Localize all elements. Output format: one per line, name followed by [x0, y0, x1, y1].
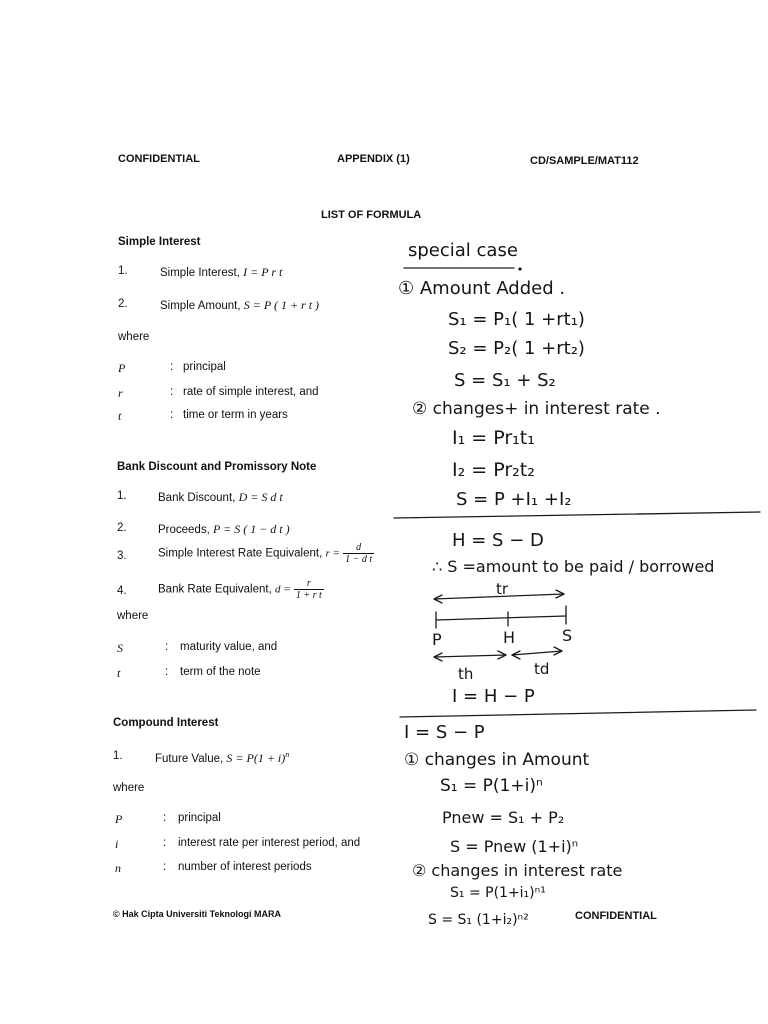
def-desc: maturity value, and — [180, 641, 278, 653]
hw-s: S — [562, 626, 573, 645]
item-number: 2. — [117, 522, 127, 534]
item-number: 2. — [118, 298, 128, 310]
def-colon: : — [165, 666, 169, 678]
hw-changes-amount: ① changes in Amount — [404, 750, 590, 770]
item-number: 1. — [117, 490, 127, 502]
item-number: 1. — [118, 265, 128, 277]
def-colon: : — [163, 861, 167, 873]
section-heading-bank-discount: Bank Discount and Promissory Note — [117, 461, 317, 473]
hw-changes-rate: ② changes+ in interest rate . — [412, 399, 661, 419]
hw-tr: tr — [496, 580, 509, 598]
hw-dot — [519, 268, 521, 270]
footer-confidential: CONFIDENTIAL — [575, 910, 657, 922]
def-desc: rate of simple interest, and — [183, 386, 319, 398]
fraction-d: $\frac{r}{\text{1 + r t}}$ — [295, 578, 322, 601]
def-desc: term of the note — [180, 666, 261, 678]
hw-changes-rate2: ② changes in interest rate — [412, 861, 623, 880]
item-number: 3. — [117, 550, 127, 562]
footer-copyright: © Hak Cipta Universiti Teknologi MARA — [113, 909, 281, 919]
hw-s1: S₁ = P₁( 1 +rt₁) — [448, 309, 585, 330]
hw-arrow-th — [434, 655, 506, 657]
def-symbol: r — [118, 386, 123, 400]
hw-i2: I₂ = Pr₂t₂ — [452, 459, 535, 481]
hw-p: P — [432, 630, 442, 649]
item-number: 1. — [113, 750, 123, 762]
def-desc: interest rate per interest period, and — [178, 837, 361, 849]
def-colon: : — [163, 837, 167, 849]
def-symbol: P — [118, 361, 126, 375]
def-symbol: S — [117, 641, 123, 655]
hw-s-sum: S = S₁ + S₂ — [454, 370, 556, 391]
section-heading-compound-interest: Compound Interest — [113, 717, 219, 729]
hw-s1-rate: S₁ = P(1+i₁)ⁿ¹ — [450, 885, 546, 901]
hw-i-sp: I = S − P — [404, 722, 485, 743]
simple-interest-label: Simple Interest, I = P r t — [160, 265, 283, 279]
hw-s-pnew: S = Pnew (1+i)ⁿ — [450, 837, 579, 856]
hw-th: th — [458, 665, 474, 683]
hw-s1-comp: S₁ = P(1+i)ⁿ — [440, 776, 543, 796]
def-colon: : — [170, 409, 174, 421]
def-symbol: i — [115, 837, 119, 851]
def-desc: time or term in years — [183, 409, 288, 421]
hw-amount-added: ① Amount Added . — [398, 278, 566, 299]
item-number: 4. — [117, 585, 127, 597]
bank-discount-label: Bank Discount, D = S d t — [158, 490, 283, 504]
where-label: where — [117, 610, 149, 622]
hw-h: H — [503, 628, 516, 647]
def-symbol: t — [117, 666, 121, 680]
def-desc: number of interest periods — [178, 861, 312, 873]
where-label: where — [113, 782, 145, 794]
def-desc: principal — [183, 361, 226, 373]
def-colon: : — [165, 641, 169, 653]
hw-h-eq: H = S − D — [452, 530, 544, 551]
simple-interest-rate-equivalent-label: Simple Interest Rate Equivalent, r = $\frac{d}{\text{1 − d t}}$ — [158, 542, 373, 565]
def-symbol: P — [115, 812, 123, 826]
hw-i1: I₁ = Pr₁t₁ — [452, 427, 535, 449]
header-appendix: APPENDIX (1) — [337, 153, 410, 165]
where-label: where — [118, 331, 150, 343]
section-heading-simple-interest: Simple Interest — [118, 236, 201, 248]
proceeds-label: Proceeds, P = S ( 1 − d t ) — [158, 522, 290, 536]
header-code: CD/SAMPLE/MAT112 — [530, 155, 639, 167]
hw-pnew: Pnew = S₁ + P₂ — [442, 808, 565, 827]
def-symbol: t — [118, 409, 122, 423]
hw-divider-2 — [400, 710, 756, 717]
header-confidential: CONFIDENTIAL — [118, 153, 200, 165]
hw-arrow-tr — [434, 594, 564, 599]
def-colon: : — [163, 812, 167, 824]
def-symbol: n — [115, 861, 121, 875]
hw-s-final: S = S₁ (1+i₂)ⁿ² — [428, 912, 529, 928]
hw-special-case: special case — [408, 240, 518, 261]
hw-timeline — [436, 616, 566, 620]
bank-rate-equivalent-label: Bank Rate Equivalent, d = $\frac{r}{\text{1 + r t}}$ — [158, 578, 322, 601]
def-colon: : — [170, 361, 174, 373]
hw-s-total: S = P +I₁ +I₂ — [456, 489, 572, 510]
hw-s-meaning: ∴ S =amount to be paid / borrowed — [432, 557, 715, 576]
def-desc: principal — [178, 812, 221, 824]
def-colon: : — [170, 386, 174, 398]
future-value-label: Future Value, $S = P(1 + i)^n$ — [155, 750, 290, 765]
simple-amount-label: Simple Amount, S = P ( 1 + r t ) — [160, 298, 320, 312]
hw-s2: S₂ = P₂( 1 +rt₂) — [448, 338, 585, 359]
page-title: LIST OF FORMULA — [321, 209, 422, 221]
hw-i-hp: I = H − P — [452, 686, 535, 707]
fraction-r: $\frac{d}{\text{1 − d t}}$ — [345, 542, 373, 565]
hw-td: td — [534, 660, 550, 678]
hw-divider-1 — [394, 512, 760, 518]
